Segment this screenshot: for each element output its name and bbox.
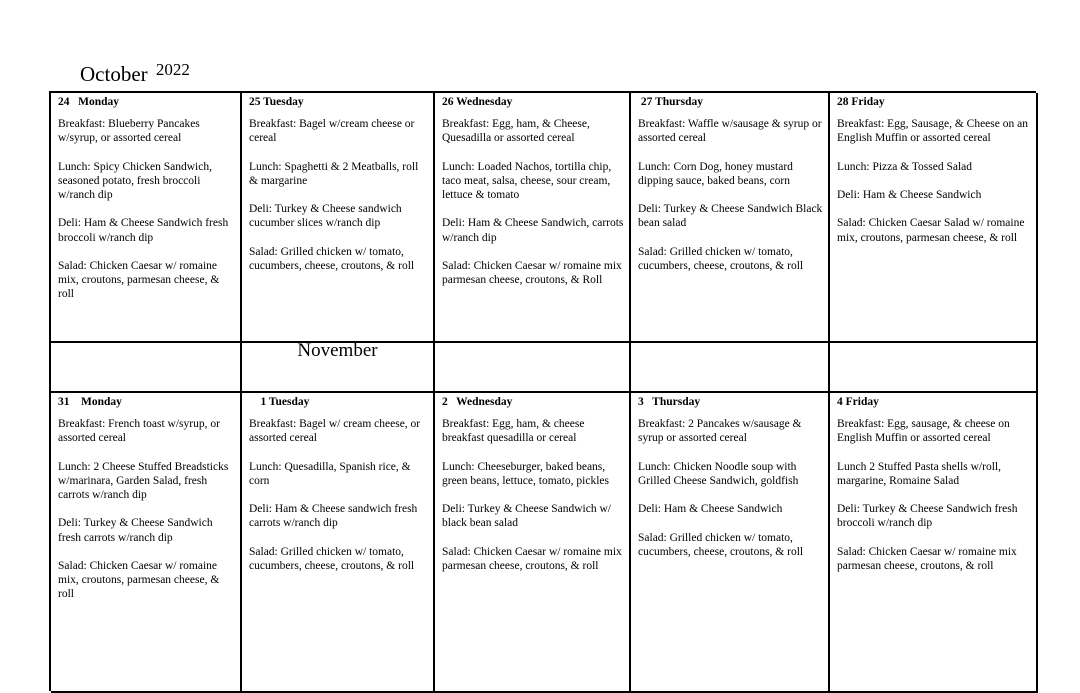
lunch-text: Lunch: Chicken Noodle soup with Grilled Cheese Sandwich, goldfish	[638, 460, 799, 487]
day-cell-oct-25	[242, 93, 435, 343]
deli-text: Deli: Ham & Cheese Sandwich	[638, 503, 783, 516]
breakfast-text: Breakfast: Bagel w/ cream cheese, or assorted cereal	[249, 418, 421, 445]
deli-text: Deli: Ham & Cheese Sandwich, carrots w/ranch dip	[442, 217, 624, 244]
salad-text: Salad: Chicken Caesar w/ romaine mix parmesan cheese, croutons, & Roll	[442, 259, 622, 287]
salad-text: Salad: Chicken Caesar w/ romaine mix parmesan cheese, croutons, & roll	[837, 545, 1017, 572]
day-cell-oct-24	[51, 93, 242, 343]
breakfast-text: Breakfast: French toast w/syrup, or assorted cereal	[58, 418, 220, 445]
menu-calendar	[49, 91, 1036, 691]
breakfast-text: Breakfast: Egg, ham, & Cheese, Quesadilla or assorted cereal	[442, 118, 590, 145]
deli-text: Deli: Turkey & Cheese Sandwich w/ black bean salad	[442, 503, 611, 530]
day-header: 24 Monday	[58, 96, 120, 108]
breakfast-text: Breakfast: Egg, Sausage, & Cheese on an English Muffin or assorted cereal	[837, 118, 1028, 145]
day-cell-oct-27	[631, 93, 830, 343]
deli-text: Deli: Turkey & Cheese Sandwich fresh carrots w/ranch dip	[58, 517, 213, 544]
day-cell-nov-2	[435, 393, 631, 693]
deli-text: Deli: Turkey & Cheese Sandwich Black bean salad	[638, 203, 823, 230]
salad-text: Salad: Grilled chicken w/ tomato, cucumbers, cheese, croutons, & roll	[638, 531, 804, 558]
deli-text: Deli: Turkey & Cheese Sandwich fresh broccoli w/ranch dip	[837, 503, 1018, 530]
breakfast-text: Breakfast: Egg, ham, & cheese breakfast quesadilla or cereal	[442, 418, 585, 445]
day-cell-oct-26	[435, 93, 631, 343]
day-cell-nov-3	[631, 393, 830, 693]
deli-text: Deli: Ham & Cheese Sandwich	[837, 188, 982, 201]
calendar-title	[80, 62, 190, 88]
day-header: 4 Friday	[837, 396, 879, 408]
day-cell-oct-31	[51, 393, 242, 693]
deli-text: Deli: Turkey & Cheese sandwich cucumber slices w/ranch dip	[249, 203, 402, 230]
day-header: 2 Wednesday	[442, 396, 513, 408]
separator-cell	[631, 343, 830, 393]
lunch-text: Lunch: Spaghetti & 2 Meatballs, roll & margarine	[249, 160, 419, 187]
lunch-text: Lunch: Spicy Chicken Sandwich, seasoned potato, fresh broccoli w/ranch dip	[58, 160, 212, 201]
salad-text: Salad: Chicken Caesar w/ romaine mix parmesan cheese, croutons, & roll	[442, 545, 622, 572]
salad-text: Salad: Chicken Caesar w/ romaine mix, croutons, parmesan cheese, & roll	[58, 559, 220, 601]
breakfast-text: Breakfast: Egg, sausage, & cheese on English Muffin or assorted cereal	[837, 418, 1010, 445]
salad-text: Salad: Chicken Caesar Salad w/ romaine mix, croutons, parmesan cheese, & roll	[837, 217, 1025, 244]
month-label: October	[80, 62, 148, 86]
breakfast-text: Breakfast: Bagel w/cream cheese or cereal	[249, 118, 415, 145]
lunch-text: Lunch: Quesadilla, Spanish rice, & corn	[249, 460, 411, 487]
breakfast-text: Breakfast: Waffle w/sausage & syrup or assorted cereal	[638, 118, 822, 145]
salad-text: Salad: Chicken Caesar w/ romaine mix, croutons, parmesan cheese, & roll	[58, 259, 220, 301]
day-header: 26 Wednesday	[442, 96, 513, 108]
lunch-text: Lunch 2 Stuffed Pasta shells w/roll, margarine, Romaine Salad	[837, 460, 1001, 487]
day-header: 25 Tuesday	[249, 96, 304, 108]
salad-text: Salad: Grilled chicken w/ tomato, cucumbers, cheese, croutons, & roll	[638, 245, 804, 272]
november-label: November	[297, 343, 378, 361]
separator-cell-november	[242, 343, 435, 393]
deli-text: Deli: Ham & Cheese sandwich fresh carrots w/ranch dip	[249, 503, 418, 530]
day-header: 28 Friday	[837, 96, 885, 108]
day-cell-nov-1	[242, 393, 435, 693]
deli-text: Deli: Ham & Cheese Sandwich fresh broccoli w/ranch dip	[58, 217, 229, 244]
salad-text: Salad: Grilled chicken w/ tomato, cucumbers, cheese, croutons, & roll	[249, 545, 415, 572]
breakfast-text: Breakfast: Blueberry Pancakes w/syrup, or assorted cereal	[58, 118, 200, 145]
salad-text: Salad: Grilled chicken w/ tomato, cucumbers, cheese, croutons, & roll	[249, 245, 415, 272]
day-header: 3 Thursday	[638, 396, 701, 408]
lunch-text: Lunch: Loaded Nachos, tortilla chip, taco meat, salsa, cheese, sour cream, lettuce & tomato	[442, 160, 612, 201]
separator-cell	[830, 343, 1038, 393]
breakfast-text: Breakfast: 2 Pancakes w/sausage & syrup or assorted cereal	[638, 418, 802, 445]
lunch-text: Lunch: 2 Cheese Stuffed Breadsticks w/marinara, Garden Salad, fresh carrots w/ranch dip	[58, 460, 229, 501]
lunch-text: Lunch: Pizza & Tossed Salad	[837, 160, 973, 173]
lunch-text: Lunch: Corn Dog, honey mustard dipping sauce, baked beans, corn	[638, 160, 793, 187]
day-header: 27 Thursday	[638, 96, 703, 108]
separator-cell	[51, 343, 242, 393]
day-header: 31 Monday	[58, 396, 122, 408]
year-label: 2022	[155, 60, 190, 79]
day-cell-nov-4	[830, 393, 1038, 693]
separator-cell	[435, 343, 631, 393]
lunch-text: Lunch: Cheeseburger, baked beans, green beans, lettuce, tomato, pickles	[442, 460, 610, 487]
day-cell-oct-28	[830, 93, 1038, 343]
day-header: 1 Tuesday	[249, 396, 310, 408]
